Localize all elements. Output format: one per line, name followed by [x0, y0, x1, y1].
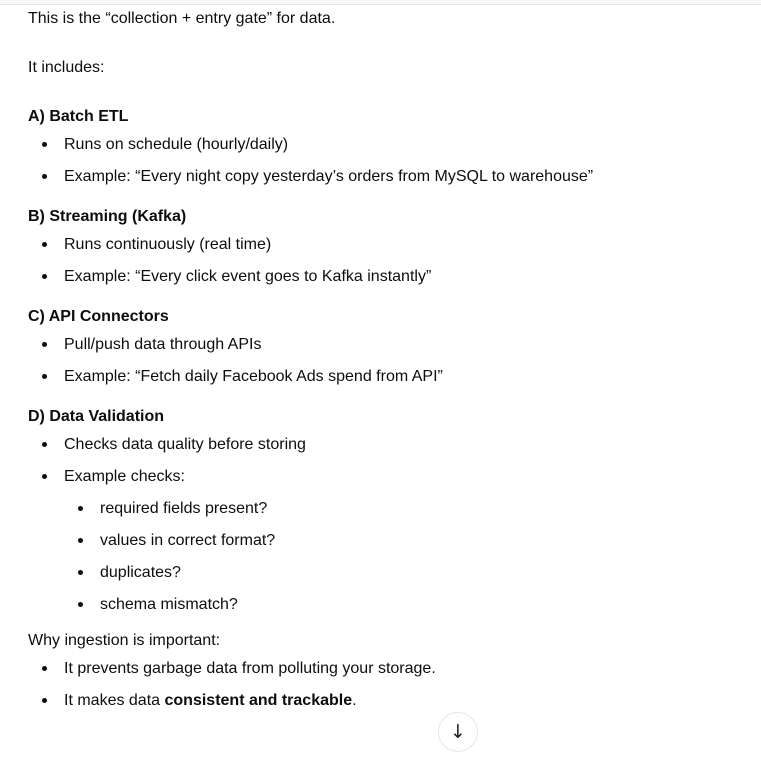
list-item-text: Example: “Every night copy yesterday’s orders from MySQL to warehouse” [64, 168, 594, 185]
sub-list-item-text: schema mismatch? [100, 596, 238, 613]
batch-etl-list [28, 131, 737, 191]
list-item-text: Runs continuously (real time) [64, 236, 272, 253]
why-ingestion-list [28, 655, 737, 715]
scroll-to-bottom-button[interactable] [438, 712, 478, 752]
list-item-text-prefix: It makes data [64, 692, 165, 709]
bullet-dot-icon [78, 602, 83, 607]
bullet-dot-icon [42, 174, 47, 179]
list-item-text-bold: consistent and trackable [164, 692, 353, 709]
sub-list-item [64, 495, 737, 523]
list-item [28, 687, 737, 715]
bullet-dot-icon [42, 474, 47, 479]
down-arrow-icon: ↓ [450, 720, 466, 743]
sub-list-item-text: duplicates? [100, 564, 181, 581]
bullet-dot-icon [42, 274, 47, 279]
list-item-text: Example checks: [64, 468, 185, 485]
list-item-text-suffix: . [352, 692, 357, 709]
paragraph-intro: This is the “collection + entry gate” for data. [28, 10, 336, 27]
list-item-text: Pull/push data through APIs [64, 336, 262, 353]
list-item [28, 331, 737, 359]
bullet-dot-icon [78, 506, 83, 511]
list-item-text: Example: “Fetch daily Facebook Ads spend from API” [64, 368, 443, 385]
list-item-text: It prevents garbage data from polluting your storage. [64, 660, 436, 677]
heading-batch-etl: A) Batch ETL [28, 108, 129, 125]
list-item [28, 655, 737, 683]
list-item [28, 231, 737, 259]
list-item [28, 131, 737, 159]
message-content [0, 5, 761, 715]
bullet-dot-icon [78, 570, 83, 575]
sub-list-item-text: required fields present? [100, 500, 268, 517]
list-item-text: Runs on schedule (hourly/daily) [64, 136, 289, 153]
bullet-dot-icon [42, 342, 47, 347]
list-item-text: Example: “Every click event goes to Kafka instantly” [64, 268, 432, 285]
sub-list-item [64, 559, 737, 587]
bullet-dot-icon [42, 698, 47, 703]
bullet-dot-icon [42, 442, 47, 447]
data-validation-list [28, 431, 737, 619]
sub-list-item-text: values in correct format? [100, 532, 276, 549]
list-item-text: Checks data quality before storing [64, 436, 306, 453]
bullet-dot-icon [42, 142, 47, 147]
bullet-dot-icon [42, 374, 47, 379]
list-item [28, 463, 737, 619]
sub-list-item [64, 591, 737, 619]
list-item [28, 163, 737, 191]
paragraph-includes: It includes: [28, 59, 105, 76]
api-connectors-list [28, 331, 737, 391]
streaming-list [28, 231, 737, 291]
list-item [28, 363, 737, 391]
bullet-dot-icon [42, 666, 47, 671]
example-checks-sublist [64, 495, 737, 619]
bullet-dot-icon [42, 242, 47, 247]
list-item [28, 431, 737, 459]
heading-streaming-kafka: B) Streaming (Kafka) [28, 208, 187, 225]
list-item [28, 263, 737, 291]
heading-api-connectors: C) API Connectors [28, 308, 169, 325]
bullet-dot-icon [78, 538, 83, 543]
paragraph-why-ingestion: Why ingestion is important: [28, 632, 221, 649]
sub-list-item [64, 527, 737, 555]
heading-data-validation: D) Data Validation [28, 408, 165, 425]
